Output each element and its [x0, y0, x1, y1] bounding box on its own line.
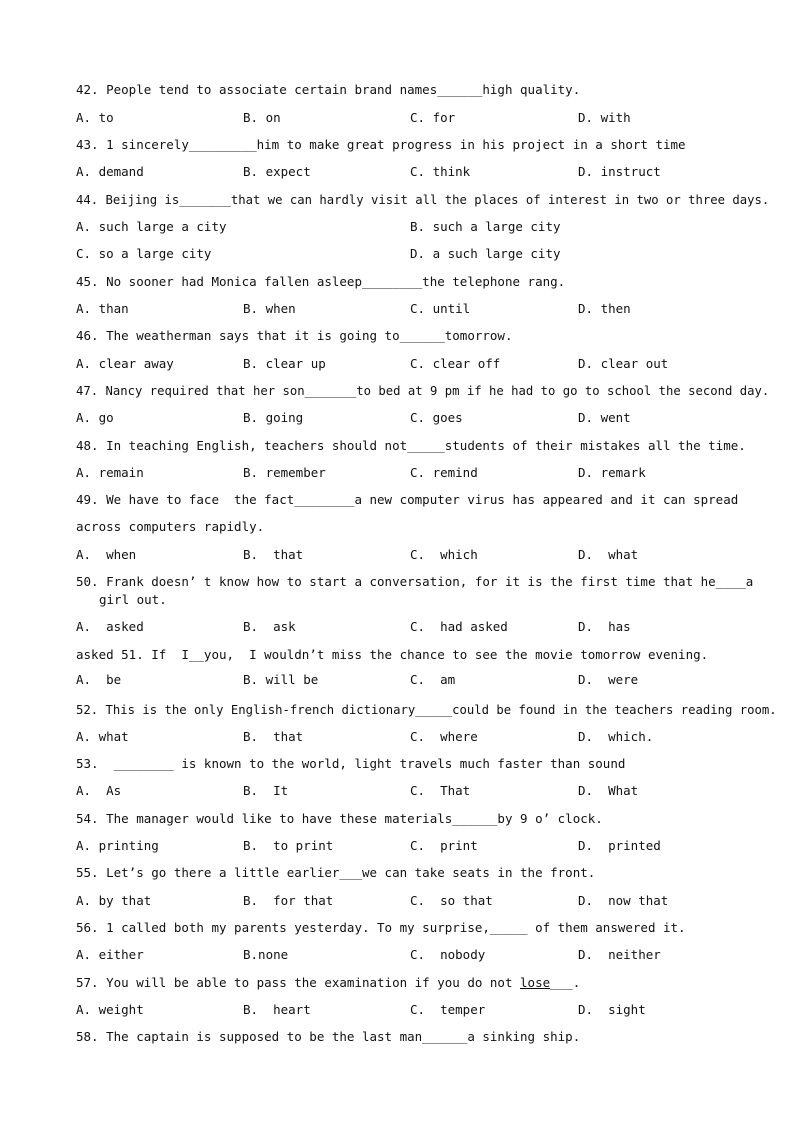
- q52-option-a: A. what: [76, 729, 129, 744]
- question-48: 48. In teaching English, teachers should not_____students of their mistakes all the time.: [76, 438, 746, 453]
- q50-option-c: C. had asked: [410, 619, 508, 634]
- question-49: 49. We have to face the fact________a new computer virus has appeared and it can spread: [76, 492, 739, 507]
- q49-option-b: B. that: [243, 547, 304, 562]
- q43-option-a: A. demand: [76, 164, 144, 179]
- question-55: 55. Let’s go there a little earlier___we can take seats in the front.: [76, 865, 596, 880]
- q46-option-b: B. clear up: [243, 356, 326, 371]
- question-42: 42. People tend to associate certain brand names______high quality.: [76, 82, 581, 97]
- q42-option-d: D. with: [578, 110, 631, 125]
- question-50: 50. Frank doesn’ t know how to start a conversation, for it is the first time that he____a: [76, 574, 754, 589]
- q51-option-b: B. will be: [243, 672, 319, 687]
- q57-blank: ___.: [550, 975, 581, 990]
- q53-option-b: B. It: [243, 783, 289, 798]
- q45-option-a: A. than: [76, 301, 129, 316]
- q50-option-d: D. has: [578, 619, 631, 634]
- question-53: 53. ________ is known to the world, light travels much faster than sound: [76, 756, 626, 771]
- q51-option-a: A. be: [76, 672, 122, 687]
- q46-option-d: D. clear out: [578, 356, 669, 371]
- q53-option-a: A. As: [76, 783, 122, 798]
- question-49-continued: across computers rapidly.: [76, 519, 265, 534]
- q48-option-c: C. remind: [410, 465, 478, 480]
- question-46: 46. The weatherman says that it is going to______tomorrow.: [76, 328, 513, 343]
- q56-option-b: B.none: [243, 947, 289, 962]
- q45-option-d: D. then: [578, 301, 631, 316]
- q49-option-d: D. what: [578, 547, 639, 562]
- q52-option-c: C. where: [410, 729, 478, 744]
- q57-option-a: A. weight: [76, 1002, 144, 1017]
- question-45: 45. No sooner had Monica fallen asleep________the telephone rang.: [76, 274, 566, 289]
- q47-option-b: B. going: [243, 410, 304, 425]
- q57-option-b: B. heart: [243, 1002, 311, 1017]
- q51-option-d: D. were: [578, 672, 639, 687]
- q56-option-a: A. either: [76, 947, 144, 962]
- q57-underlined-word: lose: [520, 975, 551, 990]
- q44-option-b: B. such a large city: [410, 219, 561, 234]
- q49-option-a: A. when: [76, 547, 137, 562]
- q46-option-c: C. clear off: [410, 356, 501, 371]
- question-51: asked 51. If I__you, I wouldn’t miss the chance to see the movie tomorrow evening.: [76, 647, 709, 662]
- q57-text: 57. You will be able to pass the examination if you do not: [76, 975, 521, 990]
- q52-option-b: B. that: [243, 729, 304, 744]
- q51-option-c: C. am: [410, 672, 456, 687]
- question-44: 44. Beijing is_______that we can hardly visit all the places of interest in two or three days.: [76, 193, 770, 207]
- q50-option-a: A. asked: [76, 619, 144, 634]
- q42-option-a: A. to: [76, 110, 114, 125]
- q43-option-c: C. think: [410, 164, 471, 179]
- q44-option-d: D. a such large city: [410, 246, 561, 261]
- question-52: 52. This is the only English-french dictionary_____could be found in the teachers reading room.: [76, 703, 777, 717]
- q54-option-d: D. printed: [578, 838, 661, 853]
- q56-option-d: D. neither: [578, 947, 661, 962]
- q49-option-c: C. which: [410, 547, 478, 562]
- q44-option-a: A. such large a city: [76, 219, 227, 234]
- question-57: [76, 975, 580, 991]
- q47-option-a: A. go: [76, 410, 114, 425]
- q54-option-c: C. print: [410, 838, 478, 853]
- q42-option-b: B. on: [243, 110, 281, 125]
- q45-option-b: B. when: [243, 301, 296, 316]
- q44-option-c: C. so a large city: [76, 246, 212, 261]
- q55-option-a: A. by that: [76, 893, 152, 908]
- question-54: 54. The manager would like to have these materials______by 9 o’ clock.: [76, 811, 603, 826]
- q48-option-d: D. remark: [578, 465, 646, 480]
- q48-option-a: A. remain: [76, 465, 144, 480]
- q52-option-d: D. which.: [578, 729, 654, 744]
- question-58: 58. The captain is supposed to be the last man______a sinking ship.: [76, 1029, 581, 1044]
- q53-option-c: C. That: [410, 783, 471, 798]
- q45-option-c: C. until: [410, 301, 471, 316]
- q46-option-a: A. clear away: [76, 356, 174, 371]
- q55-option-b: B. for that: [243, 893, 334, 908]
- q56-option-c: C. nobody: [410, 947, 486, 962]
- q48-option-b: B. remember: [243, 465, 326, 480]
- q54-option-a: A. printing: [76, 838, 159, 853]
- q57-option-d: D. sight: [578, 1002, 646, 1017]
- q53-option-d: D. What: [578, 783, 639, 798]
- question-43: 43. 1 sincerely_________him to make great progress in his project in a short time: [76, 137, 686, 152]
- q57-option-c: C. temper: [410, 1002, 486, 1017]
- q43-option-b: B. expect: [243, 164, 311, 179]
- q47-option-d: D. went: [578, 410, 631, 425]
- q55-option-d: D. now that: [578, 893, 669, 908]
- question-50-continued: girl out.: [99, 592, 167, 607]
- q43-option-d: D. instruct: [578, 164, 661, 179]
- q47-option-c: C. goes: [410, 410, 463, 425]
- q55-option-c: C. so that: [410, 893, 493, 908]
- q54-option-b: B. to print: [243, 838, 334, 853]
- question-47: 47. Nancy required that her son_______to bed at 9 pm if he had to go to school the second day.: [76, 384, 770, 398]
- q42-option-c: C. for: [410, 110, 456, 125]
- question-56: 56. 1 called both my parents yesterday. To my surprise,_____ of them answered it.: [76, 920, 686, 935]
- q50-option-b: B. ask: [243, 619, 296, 634]
